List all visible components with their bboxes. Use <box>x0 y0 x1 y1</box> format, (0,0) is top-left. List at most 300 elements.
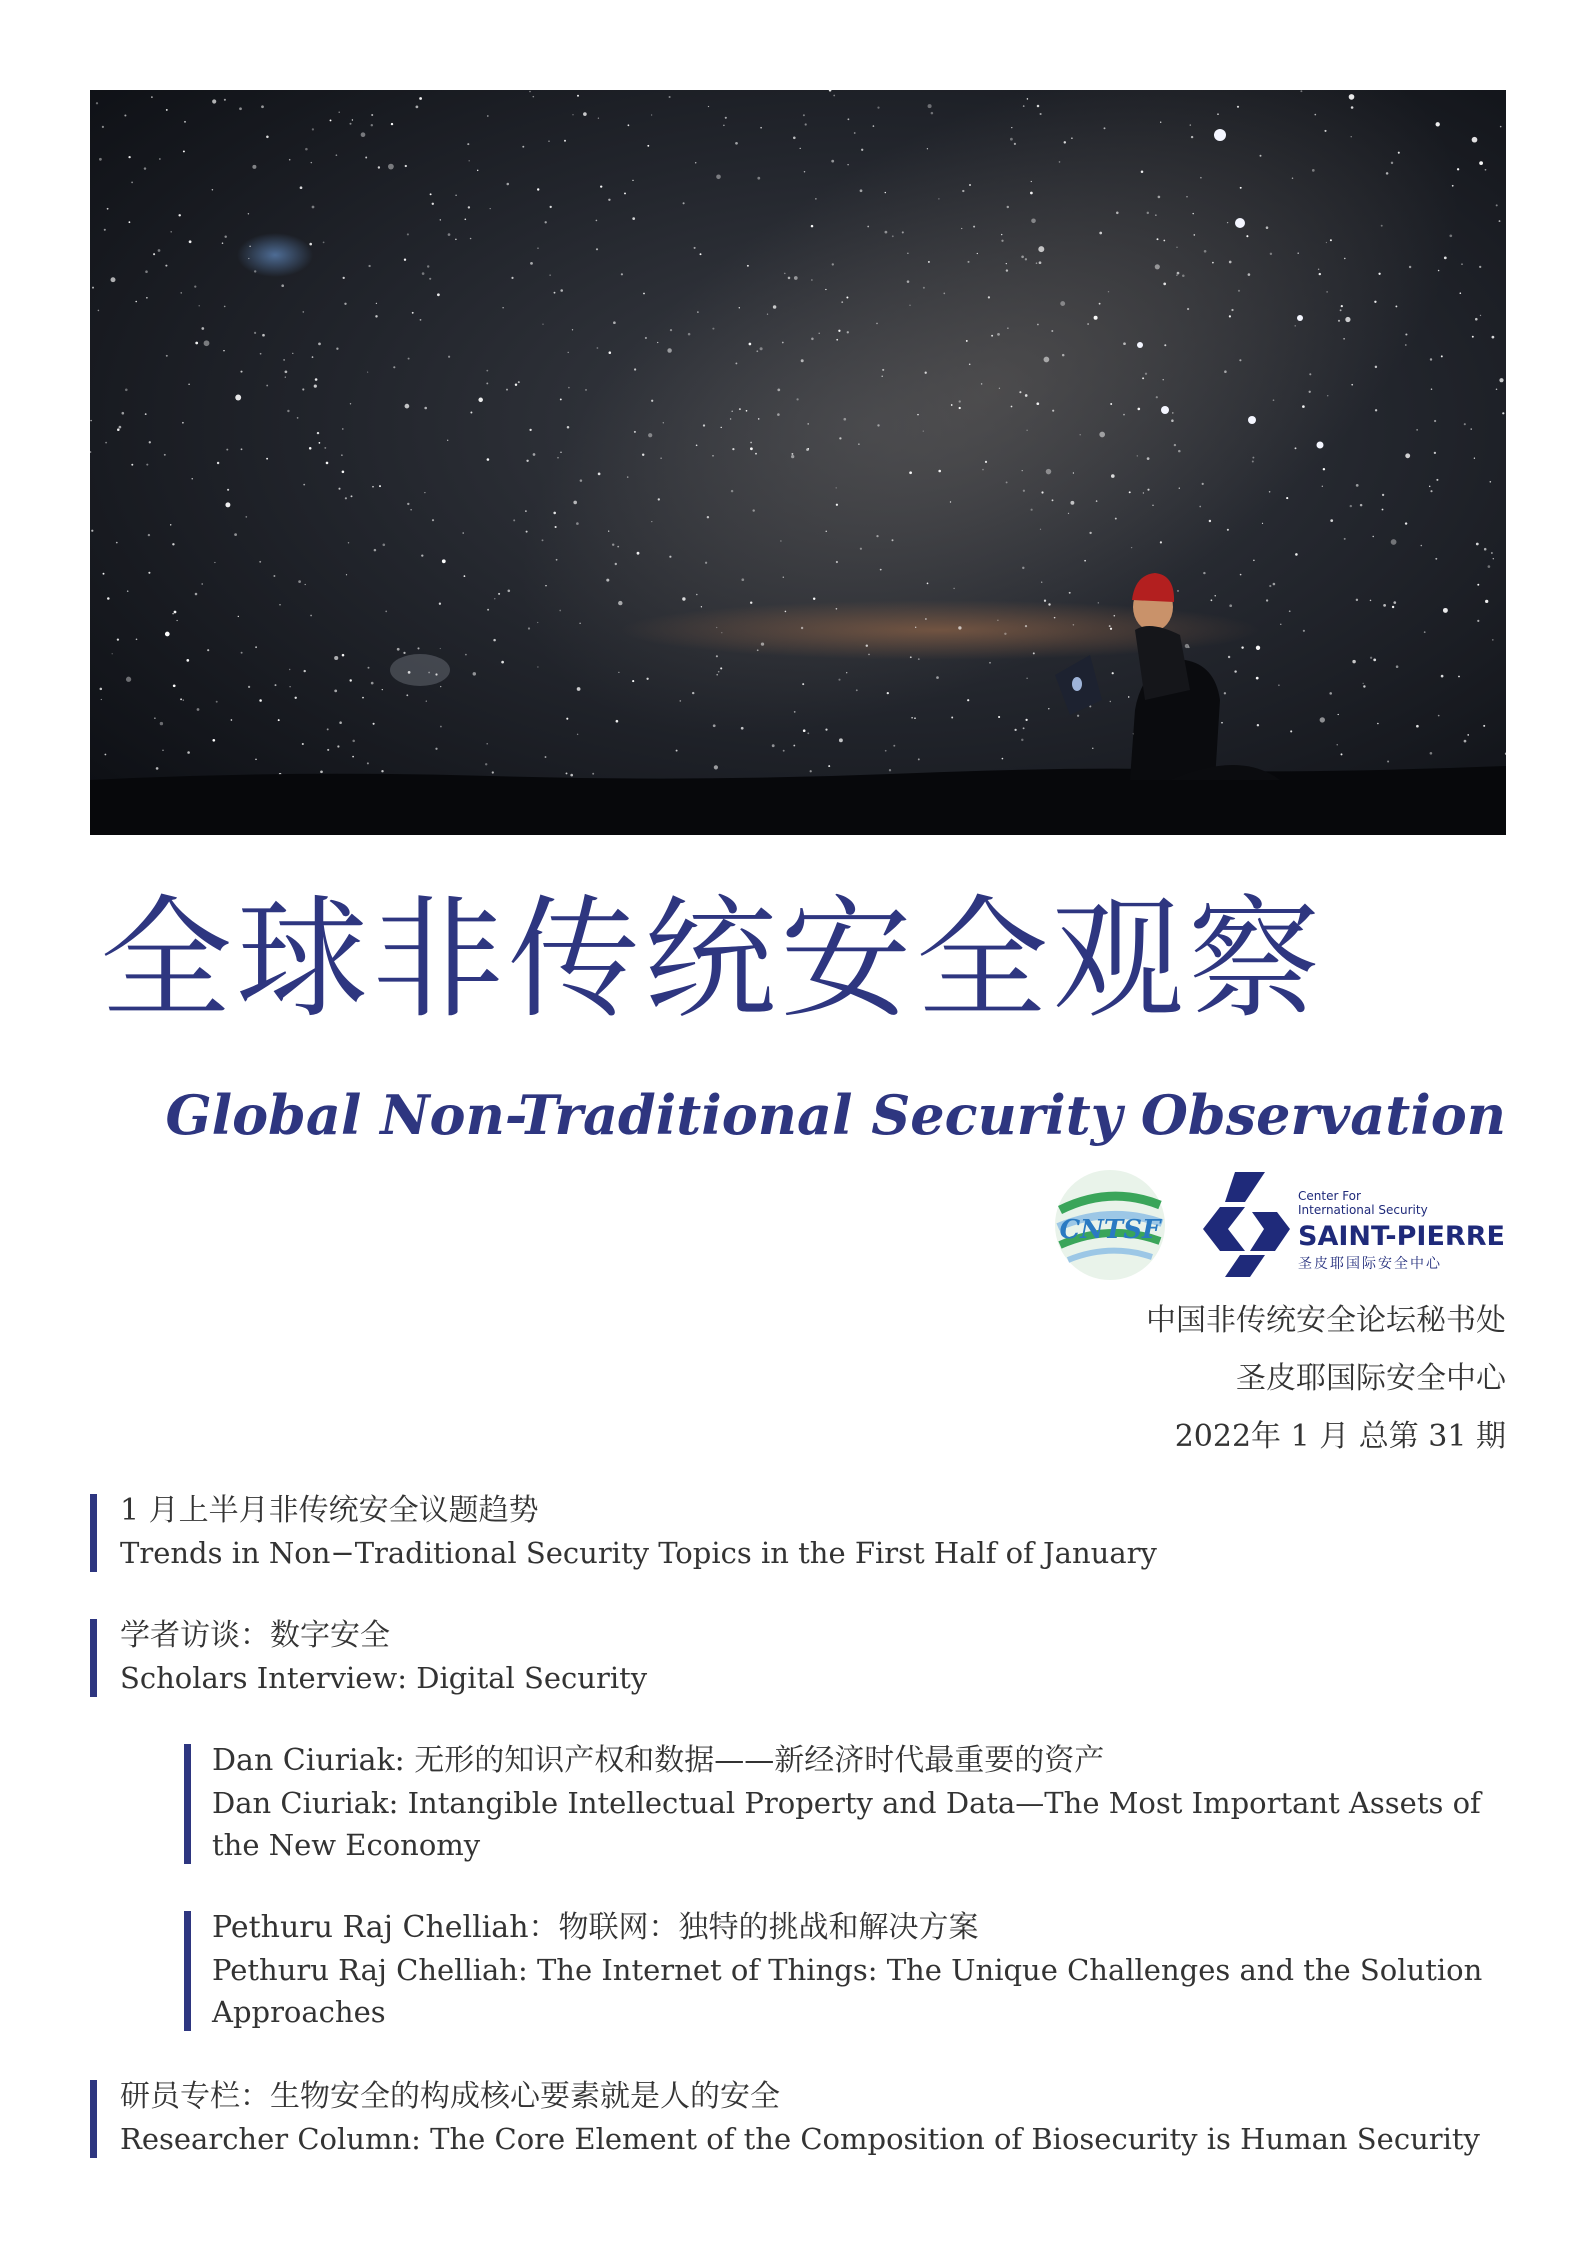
star <box>868 654 870 656</box>
star <box>289 669 290 670</box>
star <box>1409 266 1411 268</box>
star <box>422 272 425 275</box>
star <box>1071 137 1073 139</box>
star <box>1048 603 1050 605</box>
star <box>223 350 224 351</box>
star <box>1262 523 1263 524</box>
star <box>1234 670 1236 672</box>
star <box>468 206 470 208</box>
star <box>697 311 698 312</box>
star <box>721 632 722 633</box>
star <box>637 552 640 555</box>
star <box>1360 504 1363 507</box>
star <box>226 449 228 451</box>
star <box>1474 458 1475 459</box>
star <box>526 460 528 462</box>
star <box>311 162 312 163</box>
star <box>1362 683 1363 684</box>
star <box>1438 715 1440 717</box>
star <box>669 556 671 558</box>
star <box>135 301 137 303</box>
star <box>214 562 215 563</box>
star <box>465 654 467 656</box>
star <box>1022 470 1023 471</box>
star <box>646 678 648 680</box>
star <box>424 407 427 410</box>
star <box>285 376 286 377</box>
star <box>145 413 147 415</box>
star <box>825 289 826 290</box>
star <box>98 310 100 312</box>
star <box>419 97 422 100</box>
star <box>537 188 539 190</box>
star <box>807 732 809 734</box>
star <box>1441 355 1443 357</box>
star <box>918 658 920 660</box>
star <box>902 231 904 233</box>
star <box>1110 701 1111 702</box>
star <box>92 287 94 289</box>
star <box>760 127 762 129</box>
star <box>1246 235 1248 237</box>
star <box>696 594 698 596</box>
star <box>838 330 840 332</box>
star <box>1160 122 1161 123</box>
star <box>406 694 408 696</box>
star <box>1002 758 1004 760</box>
star <box>1292 177 1293 178</box>
star <box>327 749 329 751</box>
star <box>508 590 511 593</box>
star <box>1374 301 1376 303</box>
star <box>807 423 809 425</box>
star <box>116 542 118 544</box>
star <box>254 270 256 272</box>
star <box>1177 590 1179 592</box>
star <box>1036 402 1039 405</box>
star <box>1202 483 1204 485</box>
star <box>917 414 919 416</box>
star <box>240 371 242 373</box>
star <box>1295 325 1296 326</box>
star <box>811 279 812 280</box>
publisher-line-2: 圣皮耶国际安全中心 <box>1236 1361 1506 1396</box>
star <box>440 686 441 687</box>
star <box>485 763 487 765</box>
star <box>841 301 843 303</box>
star <box>1349 94 1355 100</box>
star <box>758 418 760 420</box>
star <box>708 106 709 107</box>
star <box>877 107 879 109</box>
bright-star <box>1317 442 1324 449</box>
saint-pierre-subtitle: Center For International Security <box>1298 1189 1428 1217</box>
star <box>334 656 338 660</box>
star <box>314 384 317 387</box>
star <box>440 219 441 220</box>
star <box>731 411 733 413</box>
star <box>104 229 106 231</box>
star <box>281 284 284 287</box>
star <box>403 652 405 654</box>
star <box>826 531 827 532</box>
star <box>1302 405 1305 408</box>
star <box>682 597 685 600</box>
star <box>782 342 784 344</box>
star <box>550 206 552 208</box>
star <box>1215 595 1216 596</box>
star <box>279 604 280 605</box>
star <box>856 689 858 691</box>
star <box>967 261 969 263</box>
star <box>735 142 738 145</box>
star <box>373 723 375 725</box>
star <box>1320 717 1325 722</box>
star <box>609 351 612 354</box>
star <box>660 458 661 459</box>
star <box>391 123 393 125</box>
star <box>783 577 784 578</box>
star <box>128 156 130 158</box>
star <box>839 738 843 742</box>
star <box>428 672 430 674</box>
star <box>374 549 377 552</box>
star <box>923 287 925 289</box>
star <box>289 159 291 161</box>
star <box>721 427 722 428</box>
star <box>1092 748 1093 749</box>
toc-title-en: Pethuru Raj Chelliah: The Internet of Things: The Unique Challenges and the Solution Approaches <box>212 1953 1483 2029</box>
star <box>1460 292 1462 294</box>
star <box>918 758 920 760</box>
star <box>1438 270 1440 272</box>
star <box>407 503 409 505</box>
star <box>255 759 256 760</box>
star <box>182 422 184 424</box>
star <box>739 408 741 410</box>
star <box>1019 391 1021 393</box>
star <box>117 428 120 431</box>
star <box>1143 492 1144 493</box>
star <box>529 429 531 431</box>
star <box>1191 136 1193 138</box>
star <box>158 249 161 252</box>
star <box>1467 734 1469 736</box>
star <box>750 442 752 444</box>
star <box>877 424 879 426</box>
star <box>1011 127 1012 128</box>
star <box>1496 389 1498 391</box>
star <box>421 554 423 556</box>
star <box>305 584 306 585</box>
star <box>1452 185 1454 187</box>
star <box>352 740 355 743</box>
star <box>909 304 911 306</box>
star <box>1147 212 1149 214</box>
star <box>278 719 280 721</box>
star <box>1295 553 1298 556</box>
star <box>566 772 568 774</box>
star <box>692 692 694 694</box>
star <box>303 484 305 486</box>
star <box>1375 409 1377 411</box>
star <box>309 243 312 246</box>
star <box>1319 273 1321 275</box>
star <box>486 743 488 745</box>
star <box>1398 152 1400 154</box>
star <box>212 189 213 190</box>
star <box>1025 394 1028 397</box>
star <box>1238 290 1240 292</box>
star <box>362 697 364 699</box>
star <box>1048 708 1049 709</box>
star <box>1163 379 1164 380</box>
star <box>351 495 353 497</box>
star <box>468 160 470 162</box>
star <box>658 498 660 500</box>
star <box>493 639 496 642</box>
star <box>146 464 148 466</box>
star <box>368 265 370 267</box>
star <box>791 455 794 458</box>
star <box>542 539 544 541</box>
star <box>262 334 265 337</box>
star <box>1096 500 1098 502</box>
star <box>1351 106 1354 109</box>
star <box>1256 677 1259 680</box>
star <box>455 239 456 240</box>
star <box>572 114 573 115</box>
star <box>1314 114 1316 116</box>
star <box>320 770 323 773</box>
star <box>788 277 791 280</box>
star <box>791 453 793 455</box>
star <box>760 347 763 350</box>
star <box>628 124 630 126</box>
star <box>777 389 780 392</box>
star <box>545 585 546 586</box>
star <box>1341 753 1343 755</box>
star <box>1430 490 1432 492</box>
star <box>836 339 838 341</box>
star <box>382 689 383 690</box>
star <box>545 756 547 758</box>
star <box>892 539 894 541</box>
star <box>755 453 757 455</box>
star <box>981 383 983 385</box>
star <box>928 104 932 108</box>
star <box>1179 488 1180 489</box>
toc-title-cn: 研员专栏：生物安全的构成核心要素就是人的安全 <box>120 2079 780 2114</box>
star <box>1199 506 1201 508</box>
bright-star <box>1235 218 1245 228</box>
star <box>136 639 138 641</box>
star <box>212 99 216 103</box>
star <box>597 347 599 349</box>
star <box>1266 226 1269 229</box>
star <box>1356 599 1358 601</box>
star <box>1031 219 1036 224</box>
star <box>568 352 569 353</box>
star <box>1280 624 1281 625</box>
star <box>486 382 488 384</box>
star <box>1037 105 1040 108</box>
star <box>127 590 129 592</box>
bright-star <box>1161 406 1169 414</box>
star <box>931 112 934 115</box>
star <box>606 579 609 582</box>
star <box>616 720 619 723</box>
star <box>1021 739 1023 741</box>
star <box>663 422 664 423</box>
star <box>1059 161 1061 163</box>
star <box>1190 124 1191 125</box>
star <box>297 417 299 419</box>
star <box>1461 264 1462 265</box>
star <box>847 118 849 120</box>
star <box>1352 660 1355 663</box>
star <box>1193 234 1195 236</box>
star <box>985 461 987 463</box>
star <box>803 114 805 116</box>
star <box>1036 262 1038 264</box>
star <box>559 610 561 612</box>
star <box>1039 261 1042 264</box>
star <box>283 359 285 361</box>
star <box>245 516 247 518</box>
star <box>705 562 707 564</box>
star <box>1046 469 1051 474</box>
star <box>642 454 644 456</box>
star <box>800 148 801 149</box>
star <box>1475 318 1478 321</box>
star <box>564 140 566 142</box>
star <box>1128 696 1129 697</box>
star <box>525 510 527 512</box>
star <box>260 353 262 355</box>
star <box>1270 253 1272 255</box>
star <box>1373 659 1376 662</box>
star <box>309 447 312 450</box>
toc-bar <box>184 1744 191 1864</box>
star <box>107 208 109 210</box>
star <box>172 543 174 545</box>
star <box>750 601 752 603</box>
toc-bar <box>90 1619 97 1697</box>
star <box>470 412 472 414</box>
star <box>462 532 464 534</box>
star <box>885 231 888 234</box>
star <box>464 218 466 220</box>
star <box>1098 602 1099 603</box>
star <box>1351 384 1353 386</box>
star <box>312 206 315 209</box>
star <box>344 303 346 305</box>
star <box>378 166 380 168</box>
star <box>412 312 414 314</box>
star <box>186 659 189 662</box>
star <box>810 770 812 772</box>
star <box>327 728 329 730</box>
star <box>746 410 748 412</box>
star <box>554 292 556 294</box>
star <box>1142 377 1144 379</box>
publisher-block <box>1146 1292 1506 1466</box>
toc-title-en: Researcher Column: The Core Element of the Composition of Biosecurity is Human Security <box>120 2122 1480 2156</box>
star <box>526 531 528 533</box>
star <box>1278 684 1280 686</box>
star <box>266 458 268 460</box>
star <box>583 112 587 116</box>
star <box>180 698 182 700</box>
star <box>1395 305 1397 307</box>
star <box>969 184 971 186</box>
bright-star <box>1297 315 1303 321</box>
star <box>273 575 275 577</box>
star <box>1109 625 1111 627</box>
star <box>567 426 570 429</box>
star <box>1493 558 1494 559</box>
star <box>338 488 340 490</box>
star <box>1343 338 1345 340</box>
star <box>866 645 868 647</box>
star <box>1237 106 1239 108</box>
star <box>1051 330 1053 332</box>
star <box>907 253 908 254</box>
star <box>1026 678 1027 679</box>
star <box>566 718 568 720</box>
star <box>707 516 709 518</box>
star <box>632 217 635 220</box>
star <box>861 149 863 151</box>
star <box>424 492 425 493</box>
star <box>522 146 524 148</box>
star <box>1231 309 1233 311</box>
star <box>1031 181 1032 182</box>
star <box>548 140 550 142</box>
star <box>560 452 562 454</box>
star <box>1383 604 1386 607</box>
star <box>833 95 835 97</box>
star <box>1241 646 1243 648</box>
star <box>530 262 533 265</box>
star <box>176 620 177 621</box>
star <box>502 307 503 308</box>
star <box>1378 273 1380 275</box>
star <box>683 202 685 204</box>
star <box>679 700 681 702</box>
star <box>199 305 200 306</box>
star <box>847 164 848 165</box>
star <box>440 726 442 728</box>
star <box>1147 457 1150 460</box>
star <box>805 123 807 125</box>
star <box>596 220 598 222</box>
star <box>1011 406 1013 408</box>
star <box>315 378 318 381</box>
star <box>621 273 623 275</box>
star <box>173 684 176 687</box>
star <box>881 375 883 377</box>
star <box>553 512 556 515</box>
star <box>1344 258 1345 259</box>
star <box>657 342 658 343</box>
star <box>302 311 304 313</box>
star <box>371 682 374 685</box>
star <box>1350 505 1352 507</box>
star <box>1485 600 1488 603</box>
star <box>1110 628 1112 630</box>
